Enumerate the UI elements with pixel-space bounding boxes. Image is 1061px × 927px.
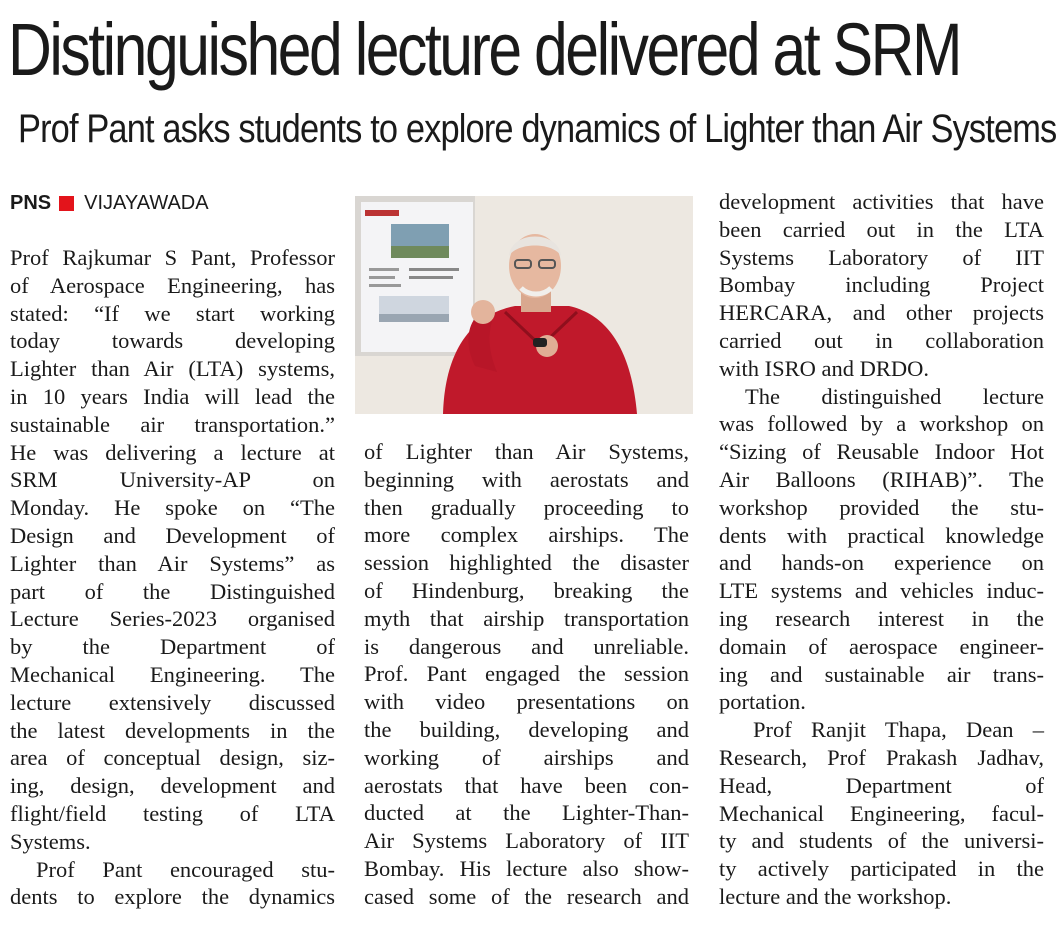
text-line: Bombay including Project [719,272,1044,298]
text-line: Monday. He spoke on “The [10,495,335,521]
text-line: Head, Department of [719,772,1044,798]
text-line: “Sizing of Reusable Indoor Hot [719,439,1044,465]
text-line: ducted at the Lighter-Than- [364,800,689,826]
text-line: Lighter than Air Systems” as [10,550,335,576]
text-line: Prof. Pant engaged the session [364,661,689,687]
headline: Distinguished lecture delivered at SRM [8,8,961,91]
text-line: Prof Rajkumar S Pant, Professor [10,245,335,270]
text-line: Systems Laboratory of IIT [719,244,1044,270]
text-line: with ISRO and DRDO. [719,355,930,381]
text-line: then gradually proceeding to [364,494,689,520]
text-line: ing, design, development and [10,773,335,799]
text-line: of Lighter than Air Systems, [364,439,689,464]
text-line: Lecture Series-2023 organised [10,606,335,632]
text-line: more complex airships. The [364,522,689,548]
text-line: Design and Development of [10,522,335,548]
text-line: ing and sustainable air trans- [719,661,1044,687]
text-line: Air Balloons (RIHAB)”. The [719,466,1044,492]
text-line: session highlighted the disaster [364,550,689,576]
text-line: Mechanical Engineering, facul- [719,800,1044,826]
text-line: with video presentations on [364,689,689,715]
byline-agency: PNS [10,192,52,214]
text-line: ing research interest in the [719,605,1044,631]
text-line: domain of aerospace engineer- [719,633,1044,659]
text-line: ty actively participated in the [719,856,1044,882]
text-line: was followed by a workshop on [719,411,1044,437]
text-line: development activities that have [719,189,1044,214]
red-square-icon [59,196,74,211]
byline-location: VIJAYAWADA [84,192,209,214]
text-line: Mechanical Engineering. The [10,661,335,687]
text-line: Systems. [10,828,91,854]
text-line: the latest developments in the [10,717,335,743]
text-line: of Aerospace Engineering, has [10,272,335,298]
lecturer-photo-illustration [355,196,693,414]
article-column-3 [719,188,1044,911]
text-line: and hands-on experience on [719,550,1044,576]
text-line: sustainable air transportation.” [10,411,335,437]
text-line: by the Department of [10,634,335,660]
text-line: Bombay. His lecture also show- [364,855,689,881]
byline [10,190,209,216]
text-line: the building, developing and [364,716,689,742]
text-line: is dangerous and unreliable. [364,633,689,659]
text-line: workshop provided the stu- [719,494,1044,520]
text-line: myth that airship transportation [364,605,689,631]
text-line: been carried out in the LTA [719,216,1044,242]
text-line: of Hindenburg, breaking the [364,577,689,603]
text-line: aerostats that have been con- [364,772,689,798]
text-line: area of conceptual design, siz- [10,745,335,771]
text-line: dents with practical knowledge [719,522,1044,548]
text-line: Air Systems Laboratory of IIT [364,828,689,854]
text-line: part of the Distinguished [10,578,335,604]
subheadline: Prof Pant asks students to explore dynamics of Lighter than Air Systems [18,107,1057,151]
text-line: lecture and the workshop. [719,883,952,909]
text-line: flight/field testing of LTA [10,800,335,826]
text-line: dents to explore the dynamics [10,884,335,910]
text-line: working of airships and [364,744,689,770]
lecturer-photo [355,196,693,414]
article-column-1 [10,244,335,911]
text-line: Prof Pant encouraged stu- [36,856,335,882]
text-line: in 10 years India will lead the [10,383,335,409]
text-line: portation. [719,689,806,715]
text-line: lecture extensively discussed [10,689,335,715]
text-line: Lighter than Air (LTA) systems, [10,356,335,382]
text-line: The distinguished lecture [745,383,1044,409]
text-line: today towards developing [10,328,335,354]
text-line: carried out in collaboration [719,327,1044,353]
text-line: LTE systems and vehicles induc- [719,578,1044,604]
text-line: Research, Prof Prakash Jadhav, [719,744,1044,770]
article-column-2 [364,438,689,911]
text-line: He was delivering a lecture at [10,439,335,465]
text-line: Prof Ranjit Thapa, Dean – [753,717,1044,743]
text-line: SRM University-AP on [10,467,335,493]
text-line: cased some of the research and [364,883,689,909]
text-line: stated: “If we start working [10,300,335,326]
text-line: beginning with aerostats and [364,466,689,492]
text-line: HERCARA, and other projects [719,300,1044,326]
text-line: ty and students of the universi- [719,828,1044,854]
